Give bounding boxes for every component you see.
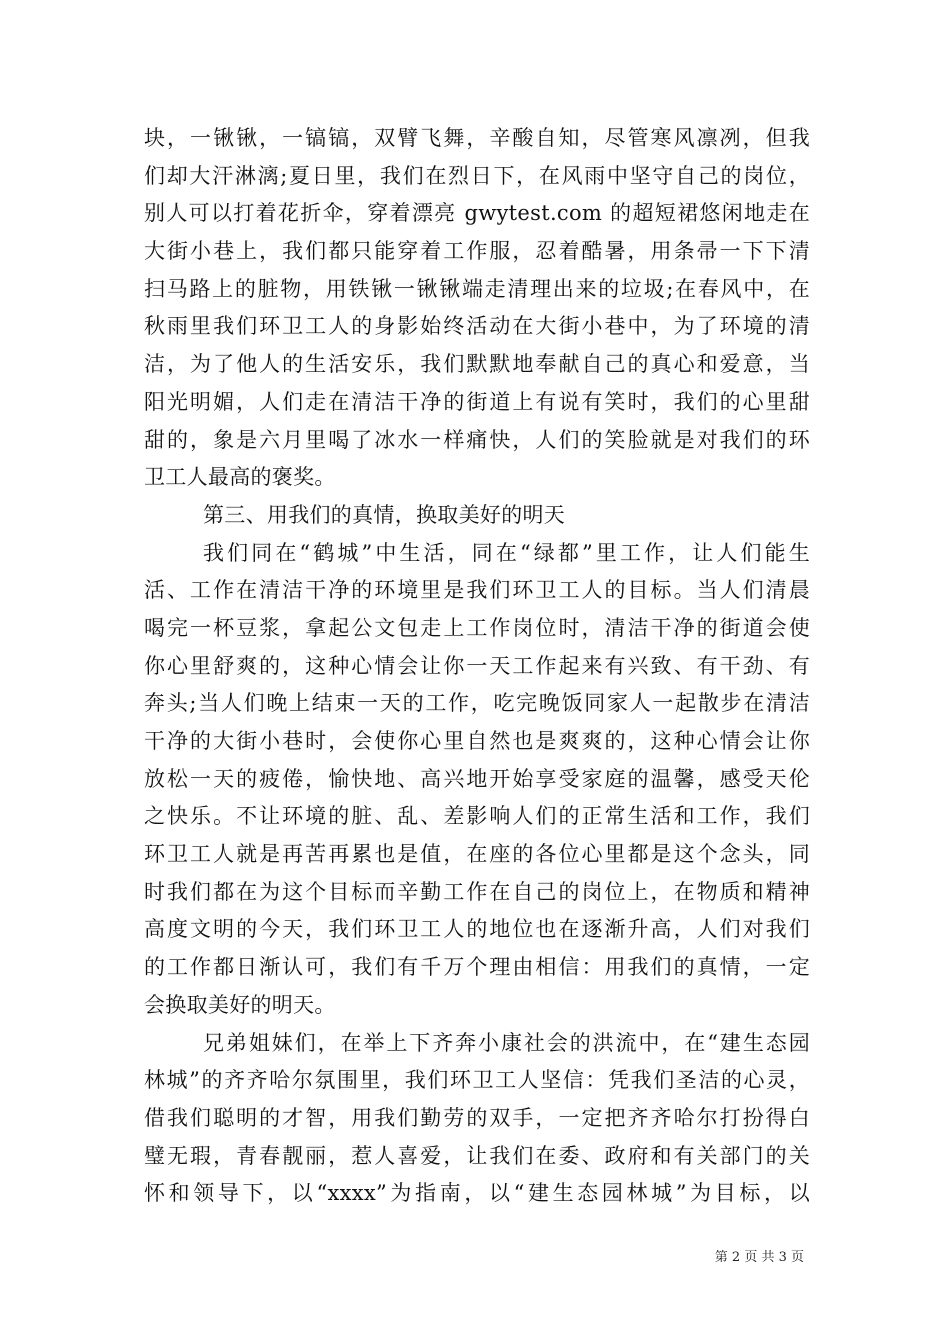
text-line: 别人可以打着花折伞，穿着漂亮 gwytest.com 的超短裙悠闲地走在 <box>144 201 810 226</box>
text-line: 你心里舒爽的，这种心情会让你一天工作起来有兴致、有干劲、有 <box>144 653 810 678</box>
text-line: 秋雨里我们环卫工人的身影始终活动在大街小巷中，为了环境的清 <box>144 314 810 339</box>
page-number: 第 2 页 共 3 页 <box>714 1250 804 1265</box>
text-line: 卫工人最高的褒奖。 <box>144 465 336 490</box>
text-line: 兄弟姐妹们，在举上下齐奔小康社会的洪流中，在“建生态园 <box>203 1030 810 1055</box>
text-line: 璧无瑕，青春靓丽，惹人喜爱，让我们在委、政府和有关部门的关 <box>144 1143 810 1168</box>
text-line: 之快乐。不让环境的脏、乱、差影响人们的正常生活和工作，我们 <box>144 804 810 829</box>
text-line: 干净的大街小巷时，会使你心里自然也是爽爽的，这种心情会让你 <box>144 729 810 753</box>
text-line: 林城”的齐齐哈尔氛围里，我们环卫工人坚信：凭我们圣洁的心灵， <box>144 1068 810 1093</box>
text-line: 的工作都日渐认可，我们有千万个理由相信：用我们的真情，一定 <box>144 955 810 980</box>
text-line: 放松一天的疲倦，愉快地、高兴地开始享受家庭的温馨，感受天伦 <box>144 766 810 791</box>
text-line: 会换取美好的明天。 <box>144 992 336 1017</box>
text-line: 块，一锹锹，一镐镐，双臂飞舞，辛酸自知，尽管寒风凛冽，但我 <box>144 126 810 150</box>
text-line: 高度文明的今天，我们环卫工人的地位也在逐渐升高，人们对我们 <box>144 917 810 942</box>
text-line: 喝完一杯豆浆，拿起公文包走上工作岗位时，清洁干净的街道会使 <box>144 615 810 640</box>
text-line: 我们同在“鹤城”中生活，同在“绿都”里工作，让人们能生 <box>203 540 810 565</box>
text-line: 甜的，象是六月里喝了冰水一样痛快，人们的笑脸就是对我们的环 <box>144 427 810 452</box>
text-line: 阳光明媚，人们走在清洁干净的街道上有说有笑时，我们的心里甜 <box>144 389 810 414</box>
text-line: 扫马路上的脏物，用铁锹一锹锹端走清理出来的垃圾;在春风中，在 <box>144 276 810 301</box>
text-line: 活、工作在清洁干净的环境里是我们环卫工人的目标。当人们清晨 <box>144 578 810 603</box>
text-line: 们却大汗淋漓;夏日里，我们在烈日下，在风雨中坚守自己的岗位， <box>144 163 810 188</box>
text-line: 大街小巷上，我们都只能穿着工作服，忍着酷暑，用条帚一下下清 <box>144 239 810 264</box>
text-line: 环卫工人就是再苦再累也是值，在座的各位心里都是这个念头，同 <box>144 842 810 867</box>
body-text <box>144 120 810 1213</box>
text-line: 时我们都在为这个目标而辛勤工作在自己的岗位上，在物质和精神 <box>144 879 810 904</box>
text-line: 借我们聪明的才智，用我们勤劳的双手，一定把齐齐哈尔打扮得白 <box>144 1105 810 1130</box>
text-line: 奔头;当人们晚上结束一天的工作，吃完晚饭同家人一起散步在清洁 <box>144 691 810 716</box>
text-line: 洁，为了他人的生活安乐，我们默默地奉献自己的真心和爱意，当 <box>144 352 810 377</box>
section-heading: 第三、用我们的真情，换取美好的明天 <box>203 502 566 527</box>
text-line: 怀和领导下，以“xxxx”为指南，以“建生态园林城”为目标，以 <box>144 1181 810 1206</box>
